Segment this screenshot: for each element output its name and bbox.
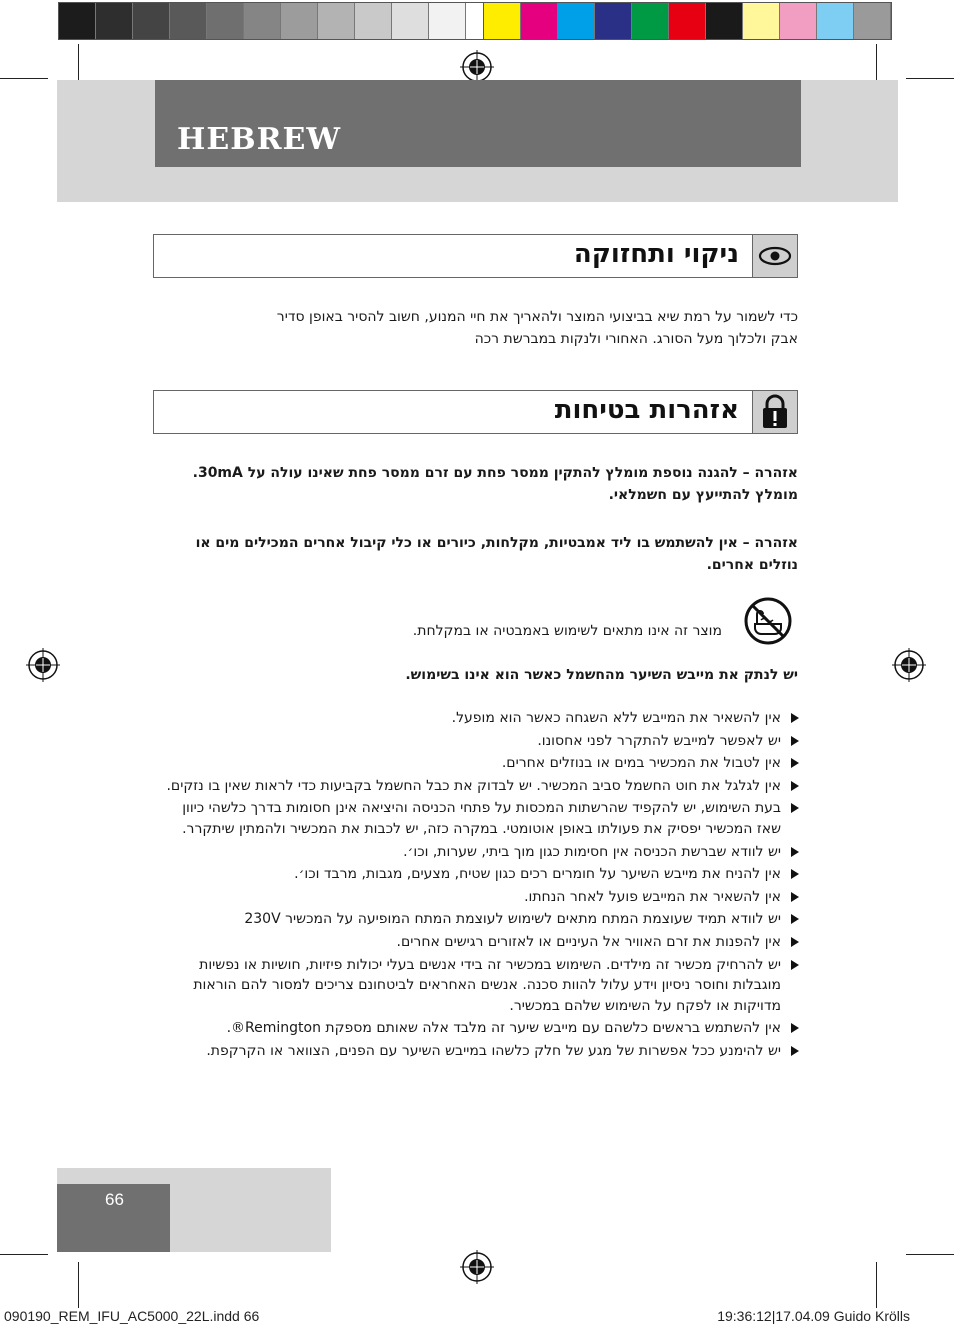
no-bath-icon	[743, 596, 793, 646]
color-swatch	[817, 3, 854, 39]
safety-bullet-item: אין להשאיר את המייבש ללא השגחה כאשר הוא מופעל.	[159, 708, 799, 729]
safety-bullet-item: יש לוודא תמיד שעוצמת המתח מתאים לשימוש לעוצמת המתח המופיעה על המכשיר 230V	[159, 909, 799, 930]
unplug-text: יש לנתק את מייבש השיער מהחשמל כאשר הוא אינו בשימוש.	[405, 667, 798, 683]
page-number-box	[57, 1184, 170, 1252]
color-swatch	[854, 3, 891, 39]
grey-swatch	[355, 3, 392, 39]
page-number: 66	[105, 1190, 124, 1209]
color-swatch	[780, 3, 817, 39]
color-swatch	[743, 3, 780, 39]
safety-bullet-item: יש להרחיק מכשיר זה מילדים. השימוש במכשיר זה בידי אנשים בעלי יכולות פיזיות, חושיות או נפשיות מוגבלות וחוסר ניסיון וידע עלול להוות סכנה. אנשים האחראים לביטחונם צריכים למסור להם הוראות מדויקות או לפקח על השימוש שלהם במכשיר.	[159, 955, 799, 1017]
safety-bullet-item: אין להשתמש בראשים כלשהם עם מייבש שיער זה מלבד אלה שאותם מספקת Remington®.	[159, 1018, 799, 1039]
grey-swatch	[207, 3, 244, 39]
color-swatch	[521, 3, 558, 39]
grey-swatch	[133, 3, 170, 39]
warning-water	[153, 532, 798, 576]
color-swatch	[595, 3, 632, 39]
safety-bullet-item: אין להפנות את זרם האוויר אל העיניים או לאזורים רגישים אחרים.	[159, 932, 799, 953]
crop-mark	[906, 78, 954, 79]
crop-mark	[876, 1262, 877, 1308]
safety-section-title: אזהרות בטיחות	[554, 395, 739, 425]
safety-bullet-item: בעת השימוש, יש להקפיד שהרשתות המכסות על פתחי הכניסה והיציאה אינן חסומות בדרך כלשהי כיוון שאז המכשיר יפסיק את פעולתו באופן אוטומטי. במקרה כזה, יש לכבות את המכשיר ולהמתין שיתקרר.	[159, 798, 799, 839]
cleaning-line-1: כדי לשמור על רמת שיא בביצועי המוצר ולהאריך את חיי המנוע, חשוב להסיר באופן סדיר	[276, 309, 798, 325]
cleaning-section-header	[153, 234, 798, 278]
bath-text: מוצר זה אינו מתאים לשימוש באמבטיה או במקלחת.	[412, 623, 722, 639]
color-swatch	[632, 3, 669, 39]
grey-swatch	[281, 3, 318, 39]
color-swatch	[669, 3, 706, 39]
grey-swatch	[429, 3, 466, 39]
slug-timestamp: 19:36:12|17.04.09 Guido Krölls	[717, 1308, 910, 1324]
warning-rcd-line-1: אזהרה – להגנה נוספת מומלץ להתקין ממסר פחת עם זרם ממסר פחת שאינו עולה על 30mA.	[192, 465, 798, 481]
safety-bullet-item: יש להימנע ככל אפשרות של מגע של חלק כלשהו במייבש השיער עם הפנים, הצוואר או הקרקפת.	[159, 1041, 799, 1062]
registration-mark-icon	[26, 648, 60, 682]
grey-swatch	[318, 3, 355, 39]
grey-swatch	[96, 3, 133, 39]
registration-mark-icon	[892, 648, 926, 682]
cleaning-paragraph	[153, 306, 798, 350]
safety-bullet-item: אין לגלגל את חוט החשמל סביב המכשיר. יש לבדוק את כבל החשמל בקביעות כדי לראות שאין בו נזקים.	[159, 776, 799, 797]
language-title-box	[155, 80, 801, 167]
cleaning-line-2: אבק ולכלוך מעל הסורג. האחורי ולנקות במברשת רכה	[474, 331, 798, 347]
grey-swatch	[392, 3, 429, 39]
color-swatch	[484, 3, 521, 39]
color-swatch	[706, 3, 743, 39]
color-calibration-bar	[483, 2, 892, 40]
safety-bullet-item: יש לוודא שברשת הכניסה אין חסימות כגון מוך ביתי, שערות, וכו׳.	[159, 842, 799, 863]
grey-swatch	[170, 3, 207, 39]
slug-file-info: 090190_REM_IFU_AC5000_22L.indd 66	[4, 1308, 260, 1324]
registration-mark-icon	[460, 50, 494, 84]
warning-rcd	[153, 462, 798, 506]
grey-swatch	[244, 3, 281, 39]
grey-calibration-bar	[58, 2, 504, 40]
crop-mark	[0, 78, 48, 79]
safety-bullet-item: יש לאפשר למייבש להתקרר לפני אחסונו.	[159, 731, 799, 752]
crop-mark	[0, 1254, 48, 1255]
safety-bullet-item: אין להניח את מייבש השיער על חומרים רכים כגון שטיח, מצעים, מגבות, מרבד וכו׳.	[159, 864, 799, 885]
language-title: HEBREW	[177, 122, 342, 157]
grey-swatch	[59, 3, 96, 39]
warning-rcd-line-2: מומלץ להתייעץ עם חשמלאי.	[608, 487, 798, 503]
registration-mark-icon	[460, 1250, 494, 1284]
safety-bullet-item: אין לטבול את המכשיר במים או בנוזלים אחרים.	[159, 753, 799, 774]
safety-bullet-item: אין להשאיר את המייבש פועל לאחר הנחתו.	[159, 887, 799, 908]
crop-mark	[906, 1254, 954, 1255]
cleaning-section-title: ניקוי ותחזוקה	[573, 239, 739, 269]
warning-water-line-2: נוזלים אחרים.	[706, 557, 798, 573]
safety-bullet-list	[159, 708, 799, 1064]
safety-section-header	[153, 390, 798, 434]
warning-lock-icon	[752, 391, 797, 433]
color-swatch	[558, 3, 595, 39]
eye-icon	[752, 235, 797, 277]
warning-water-line-1: אזהרה – אין להשתמש בו ליד אמבטיות, מקלחות, כיורים או כלי קיבול אחרים המכילים מים או	[195, 535, 798, 551]
crop-mark	[78, 1262, 79, 1308]
